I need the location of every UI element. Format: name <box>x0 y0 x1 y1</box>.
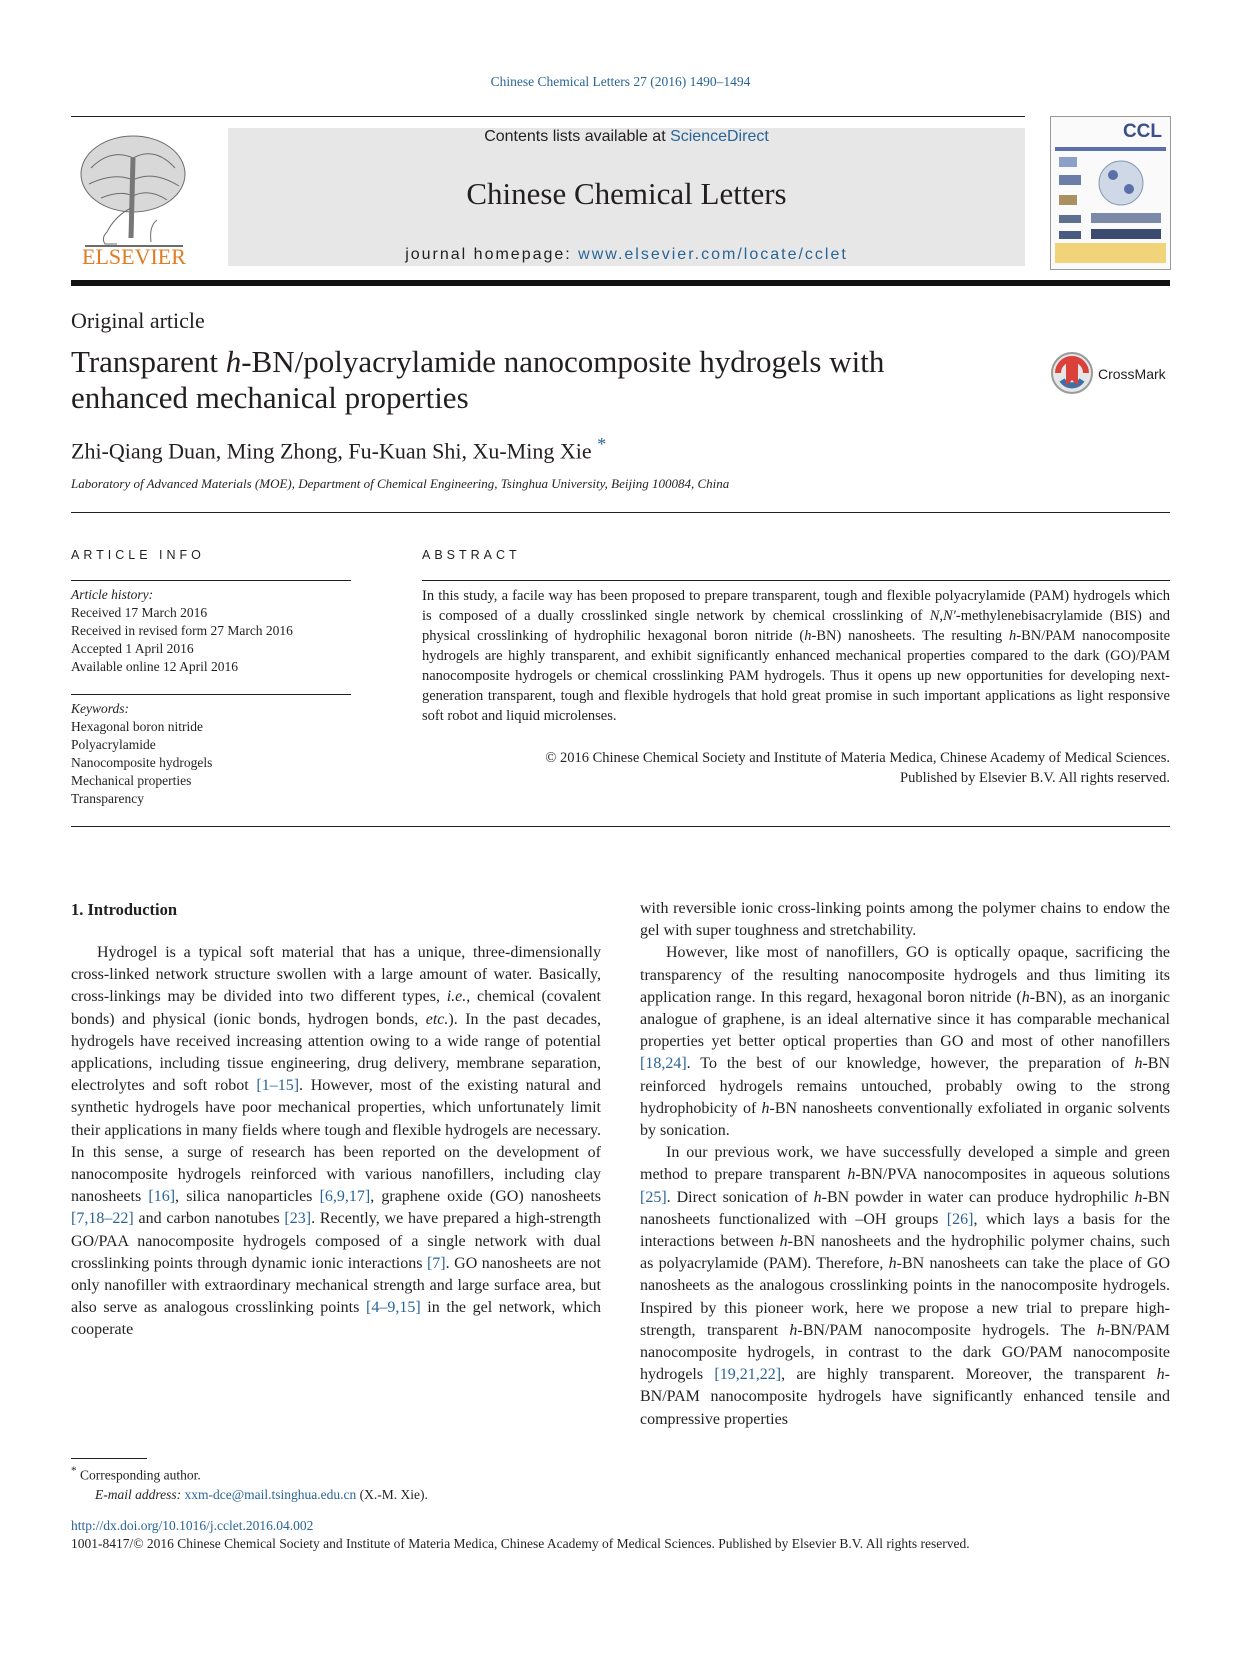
footnote-line <box>71 1462 428 1485</box>
text-italic: h <box>813 1188 822 1206</box>
text-italic: h <box>1156 1366 1165 1384</box>
abstract-rule <box>422 580 1170 581</box>
front-matter-bottom-rule <box>71 826 1170 827</box>
title-part: -BN/polyacrylamide nanocomposite hydrogels with enhanced mechanical properties <box>71 344 885 415</box>
text-span: -BN/PAM nanocomposite hydrogels have significantly enhanced tensile and compressive properties <box>640 1366 1170 1428</box>
text-span: . Direct sonication of <box>666 1188 814 1206</box>
abstract-italic: h <box>1009 628 1017 644</box>
citation-link[interactable]: [25] <box>640 1188 667 1206</box>
text-span: Hydrogel is a typical soft material that has a unique, three-dimensionally cross-linked network structure swollen with a large amount of water. Basically, cross-linkings may be divided into two different types, <box>71 944 601 1006</box>
keyword-item: Polyacrylamide <box>71 737 156 752</box>
abstract-span: -BN) nanosheets. The resulting <box>811 628 1010 644</box>
issn-copyright-line: 1001-8417/© 2016 Chinese Chemical Society and Institute of Materia Medica, Chinese Academy of Medical Sciences. Published by Elsevier B.V. All rights reserved. <box>71 1536 970 1551</box>
footnote-text: Corresponding author. <box>76 1467 201 1483</box>
homepage-prefix: journal homepage: <box>405 246 579 263</box>
citation-link[interactable]: [6,9,17] <box>319 1188 371 1206</box>
homepage-line <box>228 246 1025 264</box>
paper-title <box>71 344 1001 416</box>
text-span: and carbon nanotubes <box>133 1210 285 1228</box>
contents-prefix: Contents lists available at <box>484 128 671 145</box>
text-span: -BN nanosheets and the hydrophilic polymer chains, such as polyacrylamide (PAM). Therefore, <box>640 1233 1170 1273</box>
elsevier-tree-logo <box>71 128 197 270</box>
journal-reference-link[interactable]: Chinese Chemical Letters 27 (2016) 1490–1494 <box>490 74 751 89</box>
text-italic: i.e. <box>446 988 467 1006</box>
author-email-link[interactable]: xxm-dce@mail.tsinghua.edu.cn <box>184 1486 357 1502</box>
title-italic: h <box>225 344 242 379</box>
elsevier-wordmark: ELSEVIER <box>82 244 186 269</box>
citation-link[interactable]: [18,24] <box>640 1055 687 1073</box>
header-thick-rule <box>71 280 1170 286</box>
text-span: . However, most of the existing natural and synthetic hydrogels have poor mechanical properties, which unfortunately limit their applications in many fields where tough and flexible hydrogels are necessary. In this sense, a surge of research has been reported on the development of nanocomposite hydrogels reinforced with various nanofillers, including clay nanosheets <box>71 1077 601 1206</box>
text-italic: h <box>847 1166 856 1184</box>
abstract-heading: ABSTRACT <box>422 548 521 562</box>
keywords-list <box>71 700 212 808</box>
section-heading-introduction: 1. Introduction <box>71 900 178 919</box>
affiliation: Laboratory of Advanced Materials (MOE), Department of Chemical Engineering, Tsinghua University, Beijing 100084, China <box>71 476 730 491</box>
footnote-rule <box>71 1458 147 1459</box>
text-span: ). In the past decades, hydrogels have received increasing attention owing to a wide range of potential applications, including tissue engineering, drug delivery, membrane separation, electrolytes and soft robot <box>71 1010 602 1095</box>
text-italic: h <box>1096 1321 1105 1339</box>
text-italic: h <box>1021 988 1030 1006</box>
sciencedirect-link[interactable]: ScienceDirect <box>670 128 769 145</box>
journal-homepage-link[interactable]: www.elsevier.com/locate/cclet <box>578 246 848 263</box>
abstract-span: In this study, a facile way has been proposed to prepare transparent, tough and flexible polyacrylamide (PAM) hydrogels which is composed of a dually crosslinked single network by chemical crosslinking of <box>422 588 1170 624</box>
abstract-text <box>422 586 1170 726</box>
copyright-line: © 2016 Chinese Chemical Society and Institute of Materia Medica, Chinese Academy of Medical Sciences. <box>545 750 1170 766</box>
text-italic: h <box>888 1255 897 1273</box>
text-italic: h <box>779 1233 788 1251</box>
email-suffix: (X.-M. Xie). <box>356 1486 428 1502</box>
history-item: Received 17 March 2016 <box>71 605 208 620</box>
copyright-line: Published by Elsevier B.V. All rights reserved. <box>900 770 1170 786</box>
cover-journal-code: CCL <box>1122 121 1162 142</box>
text-span: -BN/PAM nanocomposite hydrogels. The <box>797 1321 1097 1339</box>
citation-link[interactable]: [7,18–22] <box>71 1210 134 1228</box>
abstract-italic: N,N′ <box>929 608 956 624</box>
history-label: Article history: <box>71 587 154 602</box>
text-span: . Recently, we have prepared a high-strength GO/PAA nanocomposite hydrogels composed of a single network with dual crosslinking points through dynamic ionic interactions <box>71 1210 601 1272</box>
text-span: -BN nanosheets can take the place of GO nanosheets as the analogous crosslinking points in the nanocomposite hydrogels. Inspired by this pioneer work, here we propose a new trial to prepare high-strength, transparent <box>640 1255 1171 1339</box>
text-span: in the gel network, which cooperate <box>71 1299 601 1339</box>
text-span: -BN), as an inorganic analogue of graphene, is an ideal alternative since it has comparable mechanical properties yet better optical properties than GO and most of other nanofillers <box>640 988 1170 1051</box>
text-span: , silica nanoparticles <box>175 1188 320 1206</box>
article-info-rule <box>71 580 351 581</box>
citation-link[interactable]: [7] <box>426 1254 446 1272</box>
abstract-span: -BN/PAM nanocomposite hydrogels are highly transparent, and exhibit significantly enhanced mechanical properties compared to the dark (GO)/PAM nanocomposite hydrogels or chemical crosslinking PAM hydrogels. Thus it opens up new opportunities for developing next-generation transparent, tough and flexible hydrogels that hold great promise in such important applications as light responsive soft robot and liquid microlenses. <box>422 628 1171 724</box>
text-italic: h <box>761 1099 770 1117</box>
history-item: Available online 12 April 2016 <box>71 659 238 674</box>
title-part: Transparent <box>71 344 226 379</box>
corresponding-author-footnote <box>71 1462 428 1504</box>
text-italic: h <box>1134 1188 1143 1206</box>
title-bottom-rule <box>71 512 1170 513</box>
text-span: , are highly transparent. Moreover, the transparent <box>781 1366 1157 1384</box>
contents-line <box>228 128 1025 146</box>
history-item: Accepted 1 April 2016 <box>71 641 194 656</box>
citation-link[interactable]: [16] <box>148 1188 176 1206</box>
abstract-span: -methylenebisacrylamide (BIS) and physical crosslinking of hydrophilic hexagonal boron nitride ( <box>422 608 1170 644</box>
text-span: -BN nanosheets functionalized with –OH groups <box>640 1188 1171 1228</box>
crossmark-icon <box>1052 353 1092 393</box>
text-span: -BN powder in water can produce hydrophilic <box>821 1188 1135 1206</box>
keywords-label: Keywords: <box>71 701 129 716</box>
text-span: -BN reinforced hydrogels remains untouched, probably owing to the strong hydrophobicity of <box>640 1055 1170 1117</box>
text-span: -BN/PAM nanocomposite hydrogels, in contrast to the dark GO/PAM nanocomposite hydrogels <box>640 1321 1170 1384</box>
paragraph <box>640 1142 1170 1431</box>
text-span: In our previous work, we have successfully developed a simple and green method to prepare transparent <box>640 1144 1170 1184</box>
article-type: Original article <box>71 308 205 333</box>
history-item: Received in revised form 27 March 2016 <box>71 623 293 638</box>
crossmark-label[interactable]: CrossMark <box>1098 366 1166 382</box>
abstract-italic: h <box>804 628 812 644</box>
article-info-heading: ARTICLE INFO <box>71 548 205 562</box>
keyword-item: Hexagonal boron nitride <box>71 719 203 734</box>
citation-link[interactable]: [4–9,15] <box>366 1299 421 1317</box>
footnote-email-line <box>71 1485 428 1504</box>
text-span: . GO nanosheets are not only nanofiller with extraordinary mechanical strength and large surface area, but also serve as analogous crosslinking points <box>71 1254 601 1317</box>
text-span: -BN nanosheets conventionally exfoliated in organic solvents by sonication. <box>640 1099 1171 1140</box>
citation-link[interactable]: [1–15] <box>256 1077 300 1095</box>
text-span: , which lays a basis for the interactions between <box>640 1210 1170 1251</box>
doi-link[interactable]: http://dx.doi.org/10.1016/j.cclet.2016.04.002 <box>71 1518 314 1533</box>
email-label: E-mail address: <box>95 1486 185 1502</box>
header-top-rule <box>71 116 1025 117</box>
citation-link[interactable]: [26] <box>946 1210 974 1228</box>
authors-text: Zhi-Qiang Duan, Ming Zhong, Fu-Kuan Shi, Xu-Ming Xie <box>71 438 592 464</box>
citation-link[interactable]: [19,21,22] <box>714 1366 782 1384</box>
citation-link[interactable]: [23] <box>284 1210 312 1228</box>
right-column <box>640 898 1170 1431</box>
article-history <box>71 586 293 676</box>
text-italic: h <box>789 1321 798 1339</box>
text-span: , graphene oxide (GO) nanosheets <box>370 1188 602 1206</box>
paragraph <box>640 942 1170 1142</box>
text-span: , chemical (covalent bonds) and physical (ionic bonds, hydrogen bonds, <box>71 988 601 1028</box>
journal-cover-thumbnail[interactable] <box>1050 116 1171 270</box>
corresponding-author-mark[interactable]: * <box>597 434 607 454</box>
journal-title: Chinese Chemical Letters <box>466 176 787 211</box>
text-italic: h <box>1134 1055 1143 1073</box>
keyword-item: Nanocomposite hydrogels <box>71 755 213 770</box>
text-span: . To the best of our knowledge, however, the preparation of <box>686 1055 1135 1073</box>
keywords-rule <box>71 694 351 695</box>
left-column <box>71 942 601 1342</box>
author-list <box>71 434 606 464</box>
footnote-mark: * <box>71 1465 77 1477</box>
paragraph: with reversible ionic cross-linking points among the polymer chains to endow the gel with super toughness and stretchability. <box>640 900 1170 940</box>
keyword-item: Mechanical properties <box>71 773 192 788</box>
text-span: However, like most of nanofillers, GO is optically opaque, sacrificing the transparency of the resulting nanocomposite hydrogels and thus limiting its application range. In this regard, hexagonal boron nitride ( <box>640 944 1170 1006</box>
text-span: -BN/PVA nanocomposites in aqueous solutions <box>855 1166 1170 1184</box>
paragraph <box>71 942 601 1342</box>
abstract-copyright <box>422 748 1170 788</box>
keyword-item: Transparency <box>71 791 144 806</box>
text-italic: etc. <box>425 1010 449 1028</box>
